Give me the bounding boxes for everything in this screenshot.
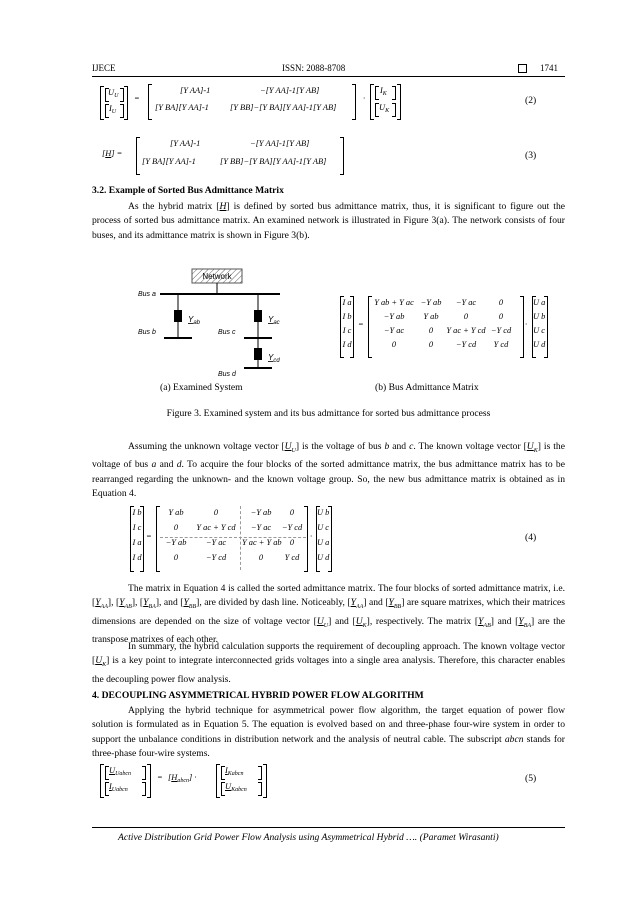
matrix-b-cell: 0 bbox=[498, 312, 504, 321]
matrix-b-lhs-cell: I d bbox=[342, 340, 352, 349]
eq4-cell: 0 bbox=[258, 553, 264, 562]
eq4-cell: Y ab bbox=[168, 508, 184, 517]
matrix-b-rhs-cell: U a bbox=[533, 298, 546, 307]
figure-3b-matrix: I a I b I c I d = Y ab + Y ac −Y ab −Y ac 0 −Y ab Y ab 0 0 −Y ac 0 Y ac + Y cd −Y cd 0 0 −Y cd Y cd · U a U b U c U d bbox=[340, 296, 565, 358]
equation-5: $U_{Uabcn}$ $I_{Uabcn}$ = $[H_{abcn}]$ · $I_{Kabcn}$ $U_{Kabcn}$ (5) bbox=[100, 764, 565, 800]
equation-2: $U_U$ $I_U$ = [Y AA]-1 −[Y AA]-1[Y AB] [Y BA][Y AA]-1 [Y BB]−[Y BA][Y AA]-1[Y AB] · $I_K$ $U_K$ (2) bbox=[100, 84, 565, 122]
equation-4: I b I c I a I d = Y ab 0 −Y ab 0 0 Y ac + Y cd −Y ac −Y cd −Y ab −Y ac Y ac + Y ab 0 0 −Y cd 0 Y cd · U b U c U a U d (4) bbox=[130, 506, 565, 576]
header-rule bbox=[92, 76, 565, 77]
eq4-cell: 0 bbox=[289, 508, 295, 517]
section-4-heading: 4. DECOUPLING ASYMMETRICAL HYBRID POWER FLOW ALGORITHM bbox=[92, 690, 424, 701]
svg-text:Yab: $Y_{ab}$ bbox=[188, 315, 201, 326]
eq4-cell: 0 bbox=[213, 508, 219, 517]
matrix-b-cell: −Y cd bbox=[490, 326, 512, 335]
matrix-b-rhs-cell: U d bbox=[533, 340, 546, 349]
svg-text:Ycd: $Y_{cd}$ bbox=[268, 353, 280, 364]
bus-a-label: Bus a bbox=[138, 291, 156, 298]
eq4-rhs-cell: U b bbox=[317, 508, 330, 517]
eq4-lhs-cell: I a bbox=[132, 538, 142, 547]
paragraph-sorted-admittance: The matrix in Equation 4 is called the sorted admittance matrix. The four blocks of sorted admittance matrix, i.e. $[Y_{AA}]$, $[Y_{AB}]$, $[Y_{BA}]$, and $[Y_{BB}]$, are divided by dash line. Noticeably, $[Y_{AA}]$ and $[Y_{BB}]$ are square matrixes, which their matrices dimensions are depended on the size of voltage vector $[U_U]$ and $[U_K]$, respectively. The matrix $[Y_{AB}]$ and $[Y_{BA}]$ are the transpose matrixes of each other. bbox=[92, 583, 566, 646]
section-3-2-paragraph: As the hybrid matrix [H] is defined by sorted bus admittance matrix, thus, it is significant to figure out the process of sorted bus admittance matrix. An examined network is illustrated in Figure 3(a). The network consists of four buses, and its admittance matrix is shown in Figure 3(b). bbox=[92, 201, 565, 241]
y-cd-element bbox=[254, 348, 262, 360]
eq4-lhs-cell: I d bbox=[132, 553, 142, 562]
issn: ISSN: 2088-8708 bbox=[282, 63, 346, 73]
eq4-rhs-cell: U d bbox=[317, 553, 330, 562]
section-3-2-heading: 3.2. Example of Sorted Bus Admittance Matrix bbox=[92, 185, 284, 196]
matrix-b-cell: Y ac + Y cd bbox=[446, 326, 486, 335]
matrix-b-cell: 0 bbox=[428, 340, 434, 349]
matrix-b-cell: 0 bbox=[463, 312, 469, 321]
eq4-cell: Y ac + Y cd bbox=[196, 523, 236, 532]
matrix-b-cell: −Y ac bbox=[455, 298, 477, 307]
bus-c-label: Bus c bbox=[218, 329, 236, 336]
eq4-cell: 0 bbox=[173, 553, 179, 562]
matrix-b-cell: −Y ab bbox=[383, 312, 405, 321]
eq4-cell: Y cd bbox=[284, 553, 300, 562]
svg-text:Yac: $Y_{ac}$ bbox=[268, 315, 280, 326]
figure-3a-network-diagram bbox=[130, 268, 340, 378]
paragraph-summary: In summary, the hybrid calculation supports the requirement of decoupling approach. The known voltage vector $[U_K]$ is a key point to integrate interconnected grids voltages into a single area analysis. Therefore, this character enables the decoupling power flow analysis. bbox=[92, 641, 565, 685]
section-4-paragraph: Applying the hybrid technique for asymmetrical power flow algorithm, the target equation of power flow solution is formulated as in Equation 5. The equation is evolved based on and three-phase four-wire system in order to support the unbalance conditions in distribution network and the analysis of neutral cable. The subscript abcn stands for three-phase four-wire systems. bbox=[92, 705, 566, 760]
eq4-cell: −Y cd bbox=[281, 523, 303, 532]
footer-rule bbox=[92, 827, 565, 828]
dash-line-horizontal bbox=[160, 537, 306, 538]
matrix-b-cell: −Y ac bbox=[383, 326, 405, 335]
eq4-cell: −Y ac bbox=[250, 523, 272, 532]
figure-3b-caption: (b) Bus Admittance Matrix bbox=[375, 382, 479, 393]
eq4-cell: −Y ac bbox=[205, 538, 227, 547]
matrix-b-lhs-cell: I b bbox=[342, 312, 352, 321]
y-ac-element bbox=[254, 310, 262, 322]
matrix-b-cell: −Y ab bbox=[420, 298, 442, 307]
eq4-cell: 0 bbox=[289, 538, 295, 547]
footer-text: Active Distribution Grid Power Flow Analysis using Asymmetrical Hybrid …. (Paramet Wirasanti) bbox=[118, 832, 499, 843]
matrix-b-cell: Y ab + Y ac bbox=[374, 298, 414, 307]
eq4-cell: 0 bbox=[173, 523, 179, 532]
eq4-rhs-cell: U c bbox=[317, 523, 329, 532]
bus-b-label: Bus b bbox=[138, 329, 156, 336]
matrix-b-cell: 0 bbox=[428, 326, 434, 335]
figure-3-caption: Figure 3. Examined system and its bus admittance for sorted bus admittance process bbox=[166, 408, 491, 419]
matrix-b-cell: 0 bbox=[391, 340, 397, 349]
matrix-b-cell: Y cd bbox=[493, 340, 509, 349]
matrix-b-rhs-cell: U b bbox=[533, 312, 546, 321]
matrix-b-cell: 0 bbox=[498, 298, 504, 307]
figure-3a-caption: (a) Examined System bbox=[160, 382, 243, 393]
y-ab-element bbox=[174, 310, 182, 322]
checkbox-icon bbox=[518, 64, 527, 73]
eq4-cell: −Y ab bbox=[250, 508, 272, 517]
matrix-b-lhs-cell: I a bbox=[342, 298, 352, 307]
equation-3: [H] = [Y AA]-1 −[Y AA]-1[Y AB] [Y BA][Y AA]-1 [Y BB]−[Y BA][Y AA]-1[Y AB] (3) bbox=[100, 137, 565, 177]
network-label: Network bbox=[202, 272, 232, 281]
eq4-lhs-cell: I b bbox=[132, 508, 142, 517]
eq4-cell: Y ac + Y ab bbox=[242, 538, 282, 547]
paragraph-unknown-voltage: Assuming the unknown voltage vector $[U_U]$ is the voltage of bus b and c. The known voltage vector $[U_K]$ is the voltage of bus a and d. To acquire the four blocks of the sorted admittance matrix, the bus admittance matrix has to be rearranged regarding the unknown- and the known voltage group. So, the new bus admittance matrix is obtained as in Equation 4. bbox=[92, 441, 565, 500]
eq4-lhs-cell: I c bbox=[132, 523, 142, 532]
bus-d-label: Bus d bbox=[218, 371, 236, 378]
page-number: 1741 bbox=[540, 63, 558, 73]
eq4-cell: −Y cd bbox=[205, 553, 227, 562]
eq4-cell: −Y ab bbox=[165, 538, 187, 547]
matrix-b-cell: Y ab bbox=[423, 312, 439, 321]
matrix-b-cell: −Y cd bbox=[455, 340, 477, 349]
matrix-b-rhs-cell: U c bbox=[533, 326, 545, 335]
dash-line-vertical bbox=[240, 506, 241, 570]
eq4-rhs-cell: U a bbox=[317, 538, 330, 547]
matrix-b-lhs-cell: I c bbox=[342, 326, 352, 335]
journal-name: IJECE bbox=[92, 63, 116, 73]
